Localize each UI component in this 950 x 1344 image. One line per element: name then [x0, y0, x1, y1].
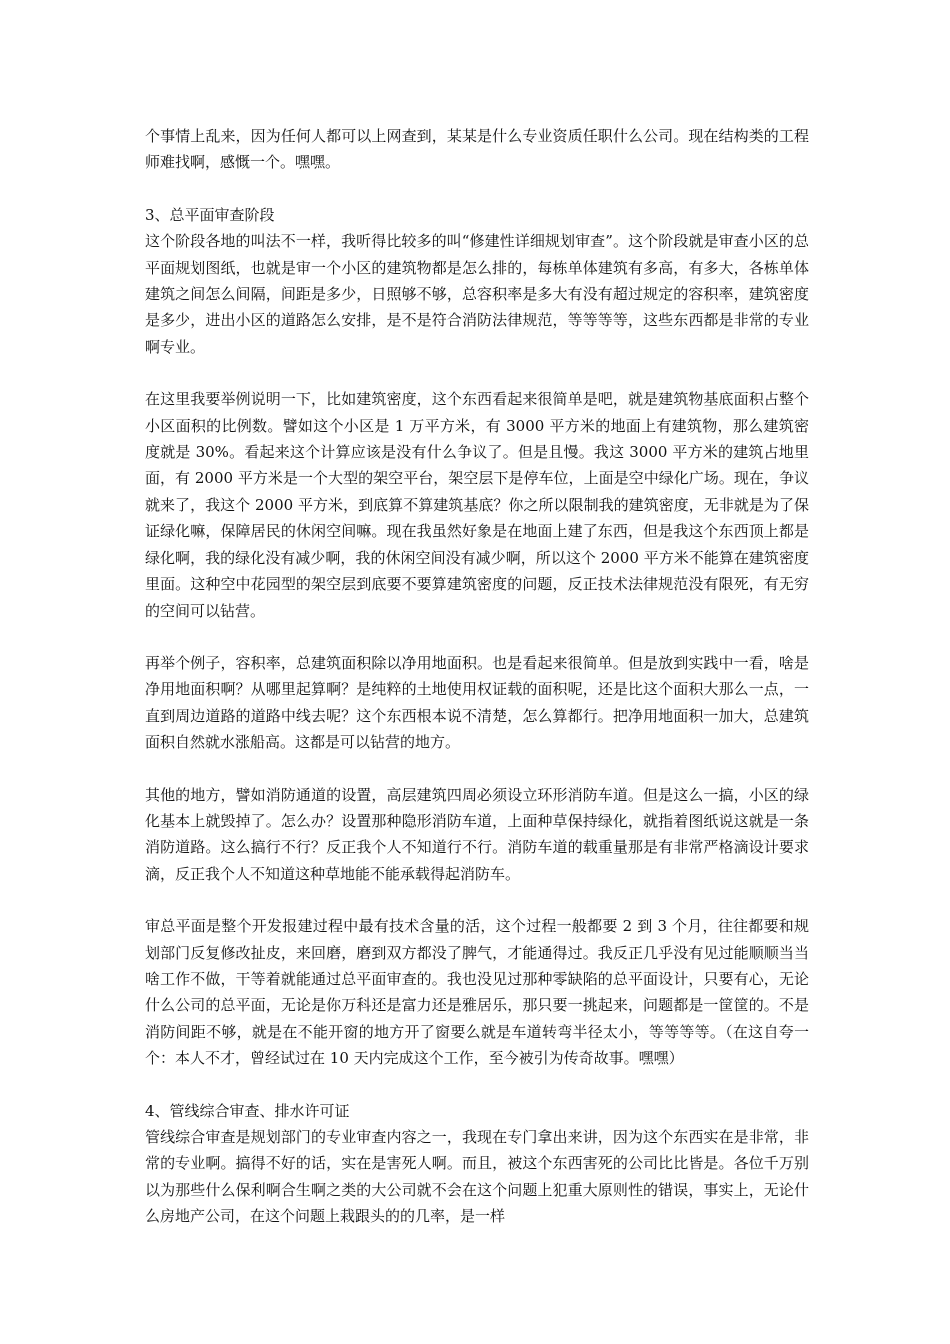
section-heading-3: 3、总平面审查阶段 [145, 205, 275, 224]
paragraph-spacer [145, 887, 809, 913]
section-heading-4: 4、管线综合审查、排水许可证 [145, 1101, 350, 1120]
paragraph-spacer [145, 360, 809, 386]
paragraph-spacer [145, 624, 809, 650]
paragraph-3-3: 再举个例子，容积率，总建筑面积除以净用地面积。也是看起来很简单。但是放到实践中一看，啥是净用地面积啊？从哪里起算啊？是纯粹的土地使用权证载的面积呢，还是比这个面积大那么一点，一直到周边道路的道路中线去呢？这个东西根本说不清楚，怎么算都行。把净用地面积一加大，总建筑面积自然就水涨船高。这都是可以钻营的地方。 [145, 653, 809, 752]
paragraph-4-1: 管线综合审查是规划部门的专业审查内容之一，我现在专门拿出来讲，因为这个东西实在是非常，非常的专业啊。搞得不好的话，实在是害死人啊。而且，被这个东西害死的公司比比皆是。各位千万别以为那些什么保利啊合生啊之类的大公司就不会在这个问题上犯重大原则性的错误，事实上，无论什么房地产公司，在这个问题上栽跟头的的几率，是一样 [145, 1128, 809, 1226]
paragraph-3-4: 其他的地方，譬如消防通道的设置，高层建筑四周必须设立环形消防车道。但是这么一搞，小区的绿化基本上就毁掉了。怎么办？设置那种隐形消防车道，上面种草保持绿化，就指着图纸说这就是一条消防道路。这么搞行不行？反正我个人不知道行不行。消防车道的载重量那是有非常严格滴设计要求滴，反正我个人不知道这种草地能不能承载得起消防车。 [145, 785, 809, 883]
paragraph-spacer [145, 1072, 809, 1098]
paragraph-3-5: 审总平面是整个开发报建过程中最有技术含量的活，这个过程一般都要 2 到 3 个月，往往都要和规划部门反复修改扯皮，来回磨，磨到双方都没了脾气，才能通得过。我反正几乎没有见过能顺顺当当啥工作不做，干等着就能通过总平面审查的。我也没见过那种零缺陷的总平面设计，只要有心，无论什么公司的总平面，无论是你万科还是富力还是雅居乐，那只要一挑起来，问题都是一筐筐的。不是消防间距不够，就是在不能开窗的地方开了窗要么就是车道转弯半径太小，等等等等。（在这自夸一个：本人不才，曾经试过在 10 天内完成这个工作，至今被引为传奇故事。嘿嘿） [145, 917, 809, 1068]
paragraph-spacer [145, 756, 809, 782]
paragraph-intro: 个事情上乱来，因为任何人都可以上网查到，某某是什么专业资质任职什么公司。现在结构类的工程师难找啊，感慨一个。嘿嘿。 [145, 127, 809, 172]
paragraph-spacer [145, 176, 809, 202]
paragraph-3-1: 这个阶段各地的叫法不一样，我听得比较多的叫“修建性详细规划审查”。这个阶段就是审查小区的总平面规划图纸，也就是审一个小区的建筑物都是怎么排的，每栋单体建筑有多高，有多大，各栋单体建筑之间怎么间隔，间距是多少，日照够不够，总容积率是多大有没有超过规定的容积率，建筑密度是多少，进出小区的道路怎么安排，是不是符合消防法律规范，等等等等，这些东西都是非常的专业啊专业。 [145, 232, 809, 356]
paragraph-3-2: 在这里我要举例说明一下，比如建筑密度，这个东西看起来很简单是吧，就是建筑物基底面积占整个小区面积的比例数。譬如这个小区是 1 万平方米，有 3000 平方米的地面上有建筑物，那么建筑密度就是 30%。看起来这个计算应该是没有什么争议了。但是且慢。我这 3000 平方米的建筑占地里面，有 2000 平方米是一个大型的架空平台，架空层下是停车位，上面是空中绿化广场。现在，争议就来了，我这个 2000 平方米，到底算不算建筑基底？你之所以限制我的建筑密度，无非就是为了保证绿化嘛，保障居民的休闲空间嘛。现在我虽然好象是在地面上建了东西，但是我这个东西顶上都是绿化啊，我的绿化没有减少啊，我的休闲空间没有减少啊，所以这个 2000 平方米不能算在建筑密度里面。这种空中花园型的架空层到底要不要算建筑密度的问题，反正技术法律规范没有限死，有无穷的空间可以钻营。 [145, 390, 809, 620]
document-body [145, 123, 809, 1230]
